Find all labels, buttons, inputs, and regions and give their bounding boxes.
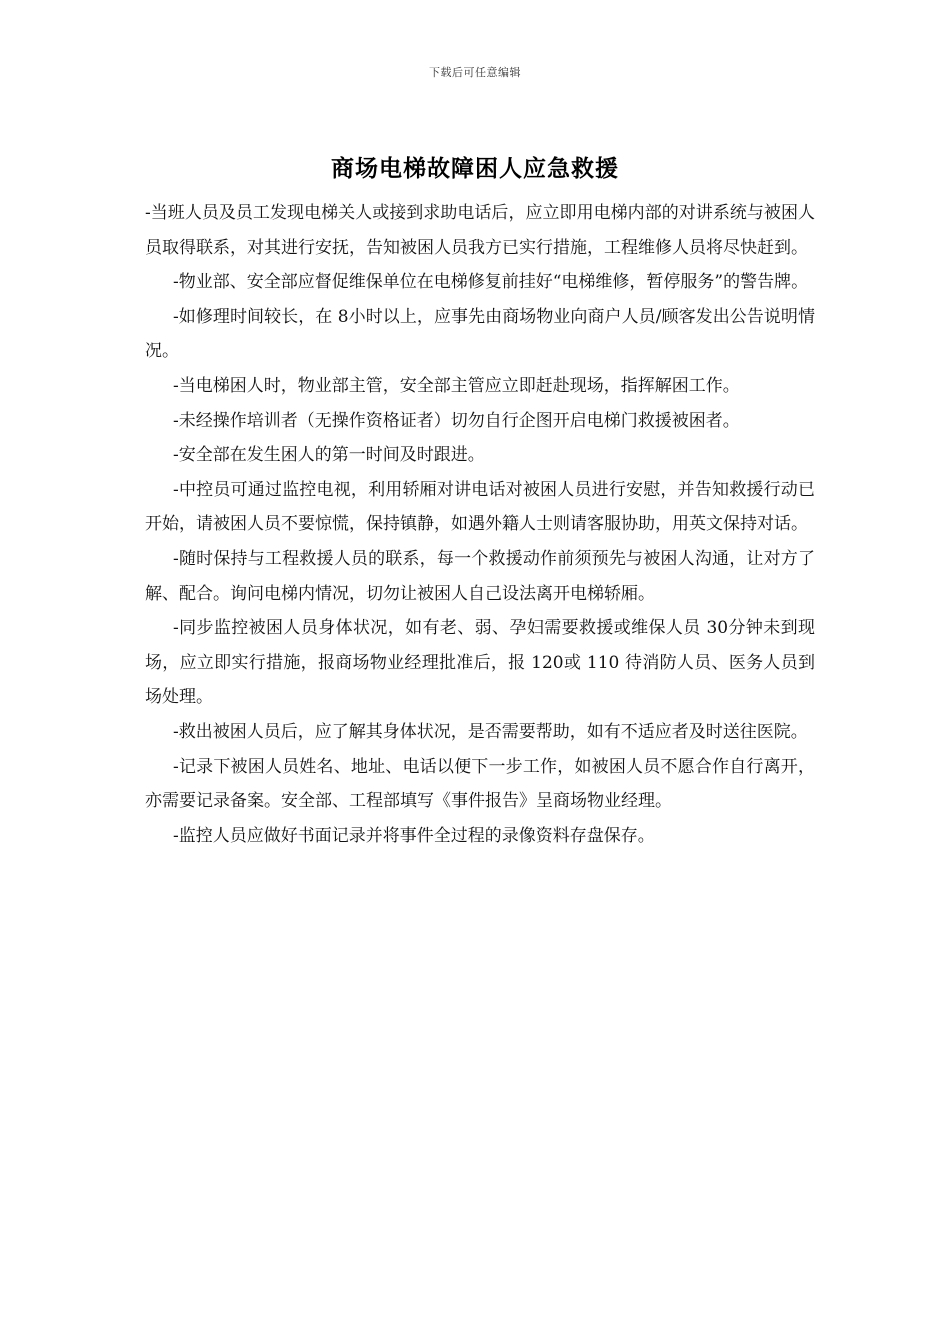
paragraph: -物业部、安全部应督促维保单位在电梯修复前挂好“电梯维修，暂停服务”的警告牌。 [173,272,809,293]
paragraph: -同步监控被困人员身体状况，如有老、弱、孕妇需要救援或维保人员 30分钟未到现场，应立即实行措施，报商场物业经理批准后，报 120或 110 待消防人员、医务人员到场处理。 [145,618,815,708]
paragraph: -监控人员应做好书面记录并将事件全过程的录像资料存盘保存。 [173,825,655,846]
paragraph: -未经操作培训者（无操作资格证者）切勿自行企图开启电梯门救援被困者。 [173,410,740,431]
header-note: 下载后可任意编辑 [429,66,521,79]
paragraph: -随时保持与工程救援人员的联系，每一个救援动作前须预先与被困人沟通，让对方了解、配合。询问电梯内情况，切勿让被困人自己设法离开电梯轿厢。 [145,548,815,604]
paragraph: -安全部在发生困人的第一时间及时跟进。 [173,445,485,466]
paragraph: -当班人员及员工发现电梯关人或接到求助电话后，应立即用电梯内部的对讲系统与被困人员取得联系，对其进行安抚，告知被困人员我方已实行措施，工程维修人员将尽快赶到。 [145,203,815,258]
paragraph: -当电梯困人时，物业部主管，安全部主管应立即赶赴现场，指挥解困工作。 [173,375,740,396]
paragraph: -救出被困人员后，应了解其身体状况，是否需要帮助，如有不适应者及时送往医院。 [173,721,808,742]
document-title: 商场电梯故障困人应急救援 [331,155,619,182]
paragraph: -中控员可通过监控电视，利用轿厢对讲电话对被困人员进行安慰，并告知救援行动已开始，请被困人员不要惊慌，保持镇静，如遇外籍人士则请客服协助，用英文保持对话。 [145,479,815,535]
document-body [145,196,815,853]
paragraph: -记录下被困人员姓名、地址、电话以便下一步工作，如被困人员不愿合作自行离开，亦需要记录备案。安全部、工程部填写《事件报告》呈商场物业经理。 [145,756,815,812]
paragraph: -如修理时间较长，在 8小时以上，应事先由商场物业向商户人员/顾客发出公告说明情况。 [145,306,815,362]
